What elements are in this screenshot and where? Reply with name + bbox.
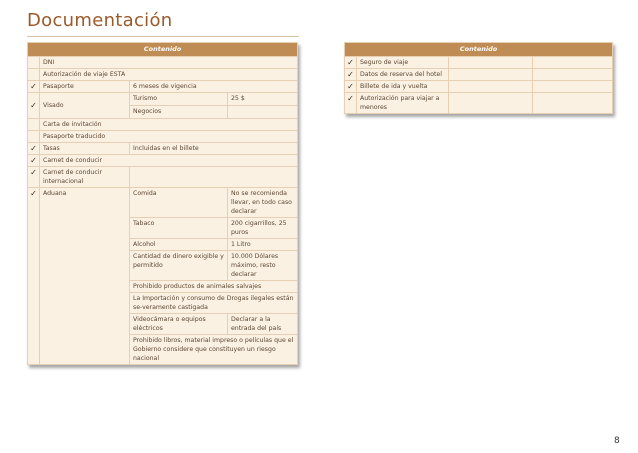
row-note: 200 cigarrillos, 25 puros: [228, 218, 298, 239]
row-label: Aduana: [40, 188, 130, 365]
check-icon: ✓: [28, 93, 40, 119]
row-detail: Negocios: [130, 106, 228, 119]
check-icon: ✓: [28, 81, 40, 93]
check-icon: ✓: [28, 167, 40, 188]
check-icon: ✓: [345, 81, 357, 93]
row-label: Autorización de viaje ESTA: [40, 69, 298, 81]
row-detail-empty: [449, 93, 533, 114]
row-note: Declarar a la entrada del país: [228, 314, 298, 335]
row-note-empty: [533, 81, 613, 93]
row-detail: Videocámara o equipos eléctricos: [130, 314, 228, 335]
row-note: 25 $: [228, 93, 298, 106]
row-detail-empty: [449, 81, 533, 93]
row-detail: La Importación y consumo de Drogas ilegales están se-veramente castigada: [130, 293, 298, 314]
table-row: [345, 93, 613, 114]
row-detail-empty: [449, 69, 533, 81]
table-header: Contenido: [28, 43, 298, 57]
page-title: Documentación: [27, 10, 173, 31]
row-detail: Prohibido libros, material impreso o películas que el Gobierno considere que constituyen un riesgo nacional: [130, 335, 298, 365]
table-row: [28, 69, 298, 81]
empty-check-cell: [28, 69, 40, 81]
table-row: [28, 119, 298, 131]
row-note-empty: [228, 106, 298, 119]
check-icon: ✓: [28, 188, 40, 365]
row-note-empty: [533, 57, 613, 69]
row-label: Datos de reserva del hotel: [357, 69, 449, 81]
table-row: [28, 93, 298, 106]
empty-check-cell: [28, 119, 40, 131]
row-label: Autorización para viajar a menores: [357, 93, 449, 114]
table-row: [345, 57, 613, 69]
row-note-empty: [533, 93, 613, 114]
row-detail: Alcohol: [130, 239, 228, 251]
row-detail-empty: [449, 57, 533, 69]
title-divider: [27, 36, 299, 37]
table-header: Contenido: [345, 43, 613, 57]
table-row: [345, 81, 613, 93]
table-header-row: [345, 43, 613, 57]
row-detail: Incluidas en el billete: [130, 143, 298, 155]
empty-check-cell: [28, 57, 40, 69]
documentation-table: [27, 42, 298, 365]
empty-check-cell: [28, 131, 40, 143]
row-label: DNI: [40, 57, 298, 69]
table-row: [28, 143, 298, 155]
check-icon: ✓: [345, 93, 357, 114]
table-row: [28, 155, 298, 167]
row-detail: 6 meses de vigencia: [130, 81, 298, 93]
table-row: [28, 167, 298, 188]
row-detail-empty: [130, 167, 298, 188]
row-label: Seguro de viaje: [357, 57, 449, 69]
row-note: 1 Litro: [228, 239, 298, 251]
row-note: No se recomienda llevar, en todo caso declarar: [228, 188, 298, 218]
check-icon: ✓: [345, 69, 357, 81]
row-detail: Prohibido productos de animales salvajes: [130, 281, 298, 293]
extras-table: [344, 42, 613, 114]
row-label: Pasaporte traducido: [40, 131, 298, 143]
check-icon: ✓: [28, 143, 40, 155]
row-detail: Tabaco: [130, 218, 228, 239]
table-header-row: [28, 43, 298, 57]
row-detail: Comida: [130, 188, 228, 218]
page-number: 8: [614, 436, 620, 446]
table-row: [28, 81, 298, 93]
check-icon: ✓: [28, 155, 40, 167]
check-icon: ✓: [345, 57, 357, 69]
row-label: Carnet de conducir: [40, 155, 298, 167]
row-detail: Turismo: [130, 93, 228, 106]
row-note-empty: [533, 69, 613, 81]
row-note: 10.000 Dólares máximo, resto declarar: [228, 251, 298, 281]
row-label: Billete de ida y vuelta: [357, 81, 449, 93]
row-label: Tasas: [40, 143, 130, 155]
row-label: Carnet de conducir internacional: [40, 167, 130, 188]
row-detail: Cantidad de dinero exigible y permitido: [130, 251, 228, 281]
table-row: [28, 188, 298, 218]
row-label: Pasaporte: [40, 81, 130, 93]
row-label: Carta de invitación: [40, 119, 298, 131]
table-row: [28, 57, 298, 69]
table-row: [345, 69, 613, 81]
table-row: [28, 131, 298, 143]
row-label: Visado: [40, 93, 130, 119]
